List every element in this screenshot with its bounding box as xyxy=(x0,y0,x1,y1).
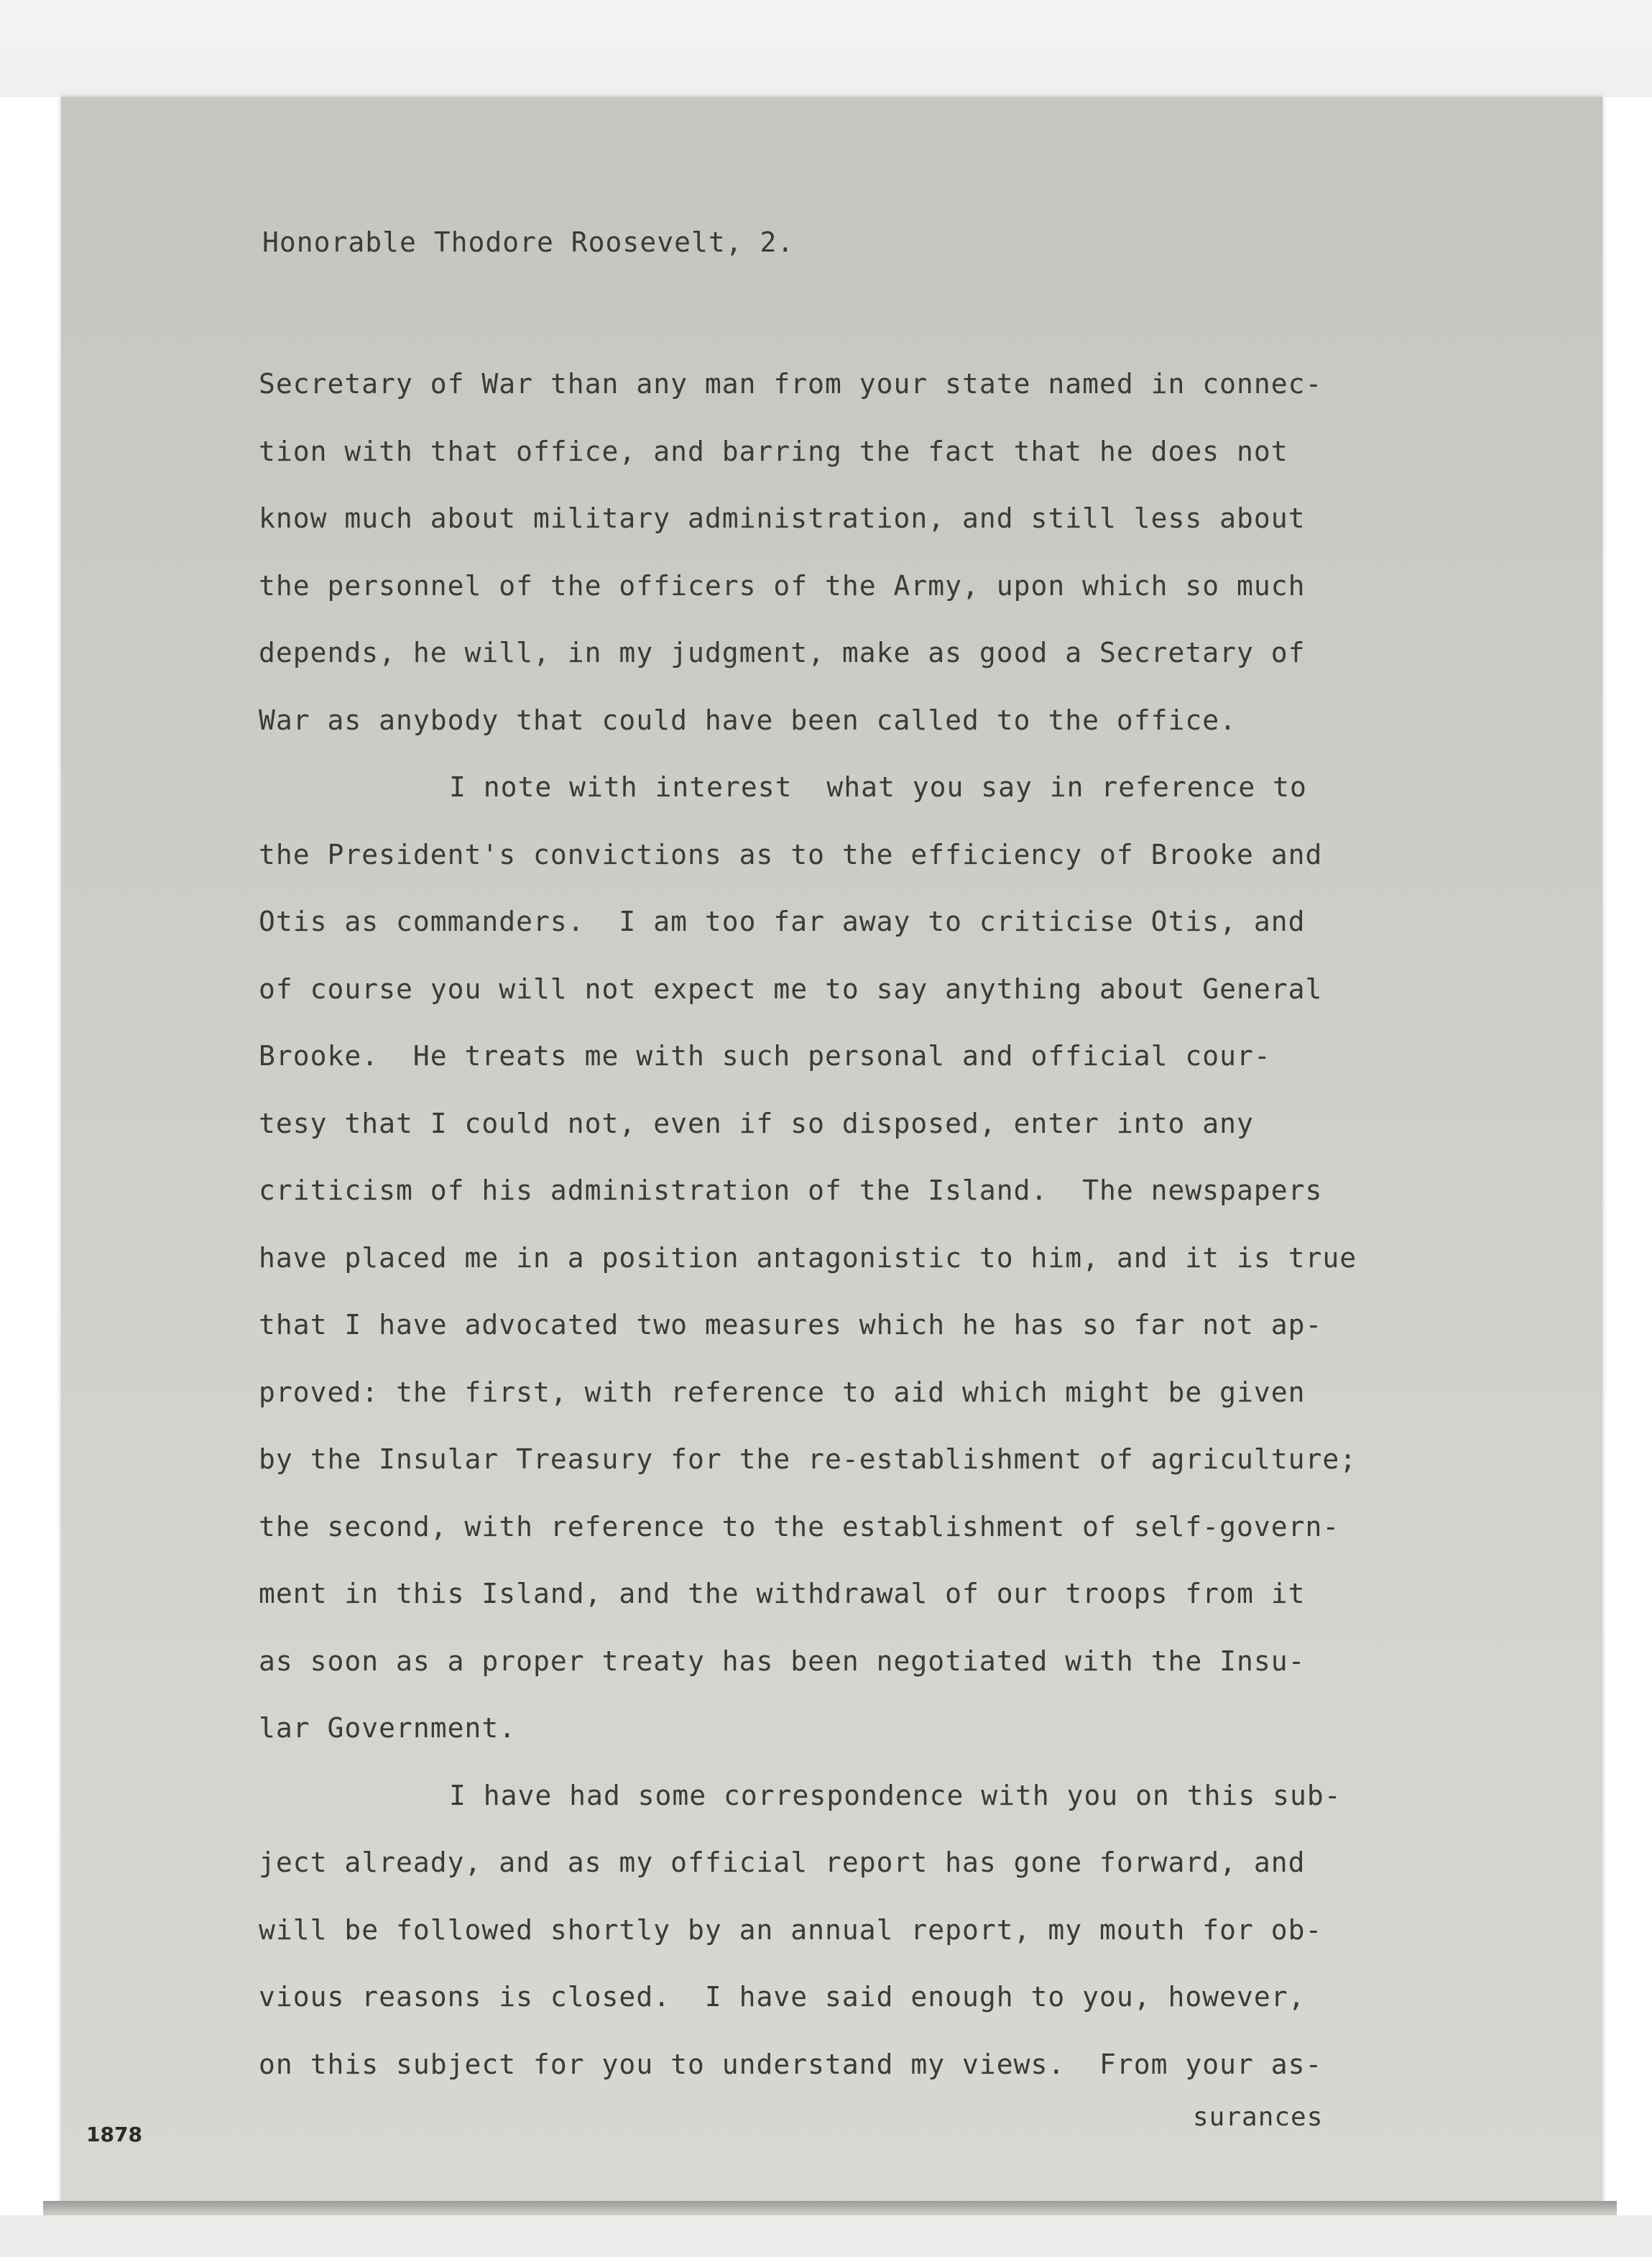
text-line: ject already, and as my official report has gone forward, and xyxy=(259,1847,1306,1878)
text-line: know much about military administration, and still less about xyxy=(259,502,1306,534)
text-line: tion with that office, and barring the fact that he does not xyxy=(259,435,1288,467)
text-line: Brooke. He treats me with such personal and official cour- xyxy=(259,1040,1271,1072)
text-line: Otis as commanders. I am too far away to criticise Otis, and xyxy=(259,906,1306,937)
text-line: War as anybody that could have been called to the office. xyxy=(259,704,1237,736)
text-line: I note with interest what you say in reference to xyxy=(449,771,1307,803)
text-line: that I have advocated two measures which he has so far not ap- xyxy=(259,1309,1323,1341)
catchword: surances xyxy=(1193,2102,1324,2132)
text-line: I have had some correspondence with you on this sub- xyxy=(449,1779,1342,1811)
text-line: tesy that I could not, even if so disposed, enter into any xyxy=(259,1107,1254,1139)
text-line: will be followed shortly by an annual report, my mouth for ob- xyxy=(259,1913,1323,1946)
text-line: the second, with reference to the establishment of self-govern- xyxy=(259,1510,1340,1543)
text-line: lar Government. xyxy=(259,1712,517,1744)
text-line: of course you will not expect me to say anything about General xyxy=(259,973,1323,1005)
text-line: as soon as a proper treaty has been negotiated with the Insu- xyxy=(259,1645,1306,1677)
text-line: proved: the first, with reference to aid which might be given xyxy=(259,1376,1306,1408)
paragraph-3 xyxy=(259,1762,1495,2099)
scan-top-margin xyxy=(0,0,1652,97)
text-line: on this subject for you to understand my views. From your as- xyxy=(259,2048,1323,2080)
paragraph-2 xyxy=(259,754,1495,1762)
page-number: 1878 xyxy=(86,2123,142,2146)
text-line: criticism of his administration of the Island. The newspapers xyxy=(259,1175,1323,1206)
scan-bottom-margin xyxy=(0,2215,1652,2257)
text-line: depends, he will, in my judgment, make as good a Secretary of xyxy=(259,637,1306,668)
paragraph-1 xyxy=(259,351,1495,754)
text-line: the personnel of the officers of the Army, upon which so much xyxy=(259,569,1306,602)
text-line: have placed me in a position antagonistic to him, and it is true xyxy=(259,1241,1357,1274)
page-bottom-edge xyxy=(43,2201,1617,2215)
letter-body xyxy=(259,351,1495,2098)
text-line: by the Insular Treasury for the re-establishment of agriculture; xyxy=(259,1443,1357,1475)
text-line: Secretary of War than any man from your state named in connec- xyxy=(259,368,1323,400)
text-line: vious reasons is closed. I have said enough to you, however, xyxy=(259,1981,1306,2013)
text-line: ment in this Island, and the withdrawal of our troops from it xyxy=(259,1578,1306,1609)
text-line: the President's convictions as to the efficiency of Brooke and xyxy=(259,838,1323,870)
page-header: Honorable Thodore Roosevelt, 2. xyxy=(262,226,795,258)
